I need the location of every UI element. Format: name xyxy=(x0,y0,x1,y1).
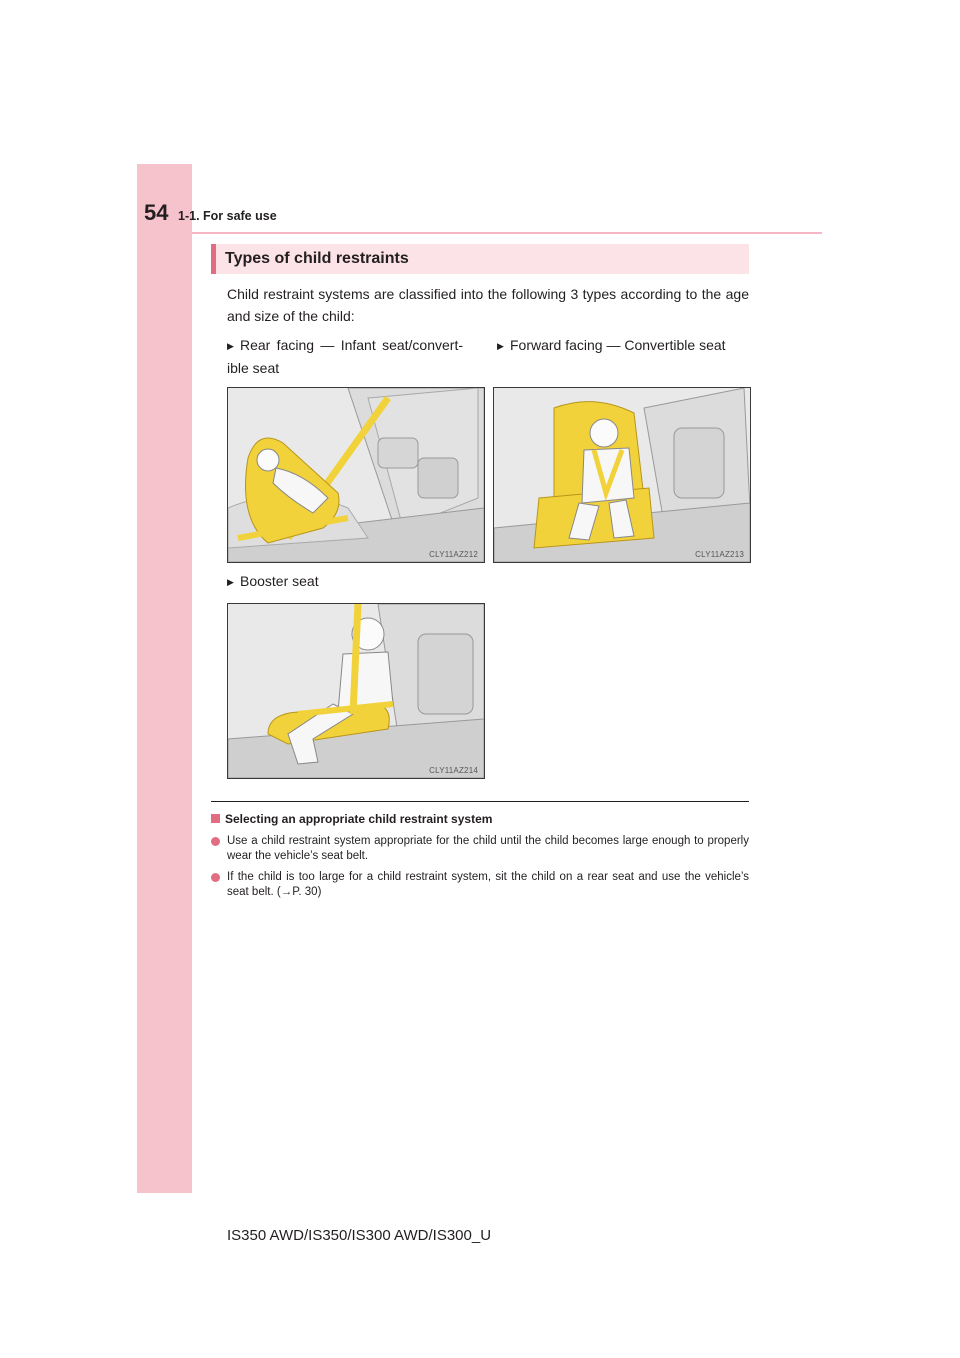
forward-facing-illustration xyxy=(494,388,750,562)
page-footer: IS350 AWD/IS350/IS300 AWD/IS300_U xyxy=(227,1227,492,1244)
notes-divider xyxy=(211,801,749,802)
caption-text: Rear facing — Infant seat/convert-ible seat xyxy=(227,337,463,376)
circle-bullet-icon xyxy=(211,837,220,846)
caption-booster xyxy=(227,570,463,593)
caption-forward-facing xyxy=(497,334,746,357)
triangle-bullet-icon: ▶ xyxy=(227,341,234,351)
figure-code: CLY11AZ212 xyxy=(429,550,478,559)
square-bullet-icon xyxy=(211,814,220,823)
notes-heading-text: Selecting an appropriate child restraint system xyxy=(225,812,493,826)
side-color-band xyxy=(137,164,192,1193)
title-accent xyxy=(211,244,216,274)
triangle-bullet-icon: ▶ xyxy=(497,341,504,351)
note-text: Use a child restraint system appropriate for the child until the child becomes large enough to properly wear the vehicle’s seat belt. xyxy=(227,835,749,862)
section-title: Types of child restraints xyxy=(225,250,409,267)
figure-code: CLY11AZ213 xyxy=(695,550,744,559)
notes-heading xyxy=(211,811,492,827)
header-rule xyxy=(192,232,822,234)
circle-bullet-icon xyxy=(211,873,220,882)
caption-text: Booster seat xyxy=(240,573,319,589)
figure-rear-facing-seat xyxy=(227,387,485,563)
page-number: 54 xyxy=(144,200,169,225)
caption-text: Forward facing — Convertible seat xyxy=(510,337,726,353)
section-title-bar xyxy=(211,244,749,274)
intro-paragraph: Child restraint systems are classified into the following 3 types according to the age and size of the child: xyxy=(227,286,749,324)
figure-forward-facing-seat xyxy=(493,387,751,563)
section-label: 1-1. For safe use xyxy=(178,209,277,223)
figure-booster-seat xyxy=(227,603,485,779)
figure-code: CLY11AZ214 xyxy=(429,766,478,775)
note-bullet xyxy=(211,870,749,900)
booster-seat-illustration xyxy=(228,604,484,778)
triangle-bullet-icon: ▶ xyxy=(227,577,234,587)
note-text: If the child is too large for a child restraint system, sit the child on a rear seat and use the vehicle’s seat belt. (→P. 30) xyxy=(227,871,749,898)
note-bullet xyxy=(211,834,749,864)
rear-facing-illustration xyxy=(228,388,484,562)
caption-rear-facing xyxy=(227,334,463,379)
